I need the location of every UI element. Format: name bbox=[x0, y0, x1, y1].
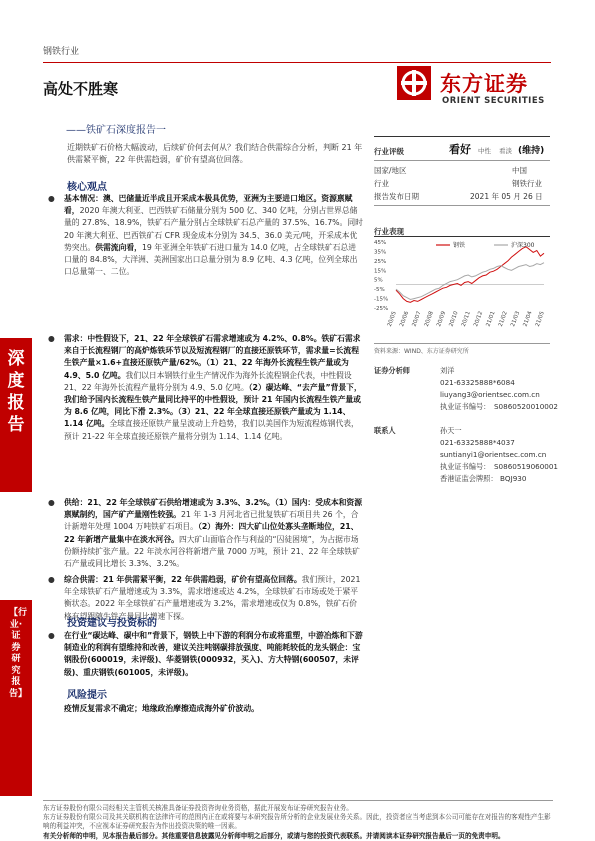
core-point-body: 我们以日本钢铁行业生产情况作为海外长流程钢企代表，中性假设 21、22 年海外长流程产量将分别为 4.9、5.0 亿吨。 bbox=[64, 370, 352, 392]
y-tick-label: 15% bbox=[374, 268, 387, 275]
analyst-cert2: BQJ930 bbox=[500, 474, 527, 483]
core-point-lead: 综合供需：21 年供需紧平衡，22 年供需趋弱，矿价有望高位回落。 bbox=[64, 575, 302, 584]
header-industry: 钢铁行业 bbox=[43, 47, 80, 57]
logo-chinese: 东方证券 bbox=[440, 72, 528, 96]
analyst-role: 证券分析师 bbox=[374, 366, 410, 375]
legend-label: 钢铁 bbox=[453, 242, 466, 249]
bullet-dot: ● bbox=[48, 575, 55, 584]
x-tick-label: 20/10 bbox=[448, 310, 460, 328]
core-point-lead: 供需流向看， bbox=[95, 242, 142, 252]
analyst-role: 联系人 bbox=[374, 426, 396, 435]
y-tick-label: 45% bbox=[374, 240, 387, 246]
rating-key: 行业 bbox=[374, 179, 389, 188]
perf-bottom-rule bbox=[374, 343, 550, 344]
footer-line-2: 东方证券股份有限公司及其关联机构在法律许可的范围内正在或将要与本研究报告所分析的企业发展业务关系。因此，投资者应当考虑到本公司可能存在对报告的客观性产生影响的利益冲突，不应视本证券研究报告为作出投资决策的唯一因素。 bbox=[43, 813, 551, 831]
analyst-block bbox=[374, 365, 559, 483]
core-point-lead: 基本情况：澳、巴储量近半成且开采成本极具优势，亚洲为主要进口地区。资源禀赋看， bbox=[64, 194, 353, 216]
rating-neutral: 中性 bbox=[478, 147, 491, 155]
analyst-email[interactable]: liuyang3@orientsec.com.cn bbox=[440, 390, 540, 399]
bullet-dot: ● bbox=[48, 498, 55, 507]
y-tick-label: -5% bbox=[374, 287, 385, 294]
analyst-phone: 021-63325888*6084 bbox=[440, 378, 515, 387]
core-point-text bbox=[64, 497, 363, 570]
core-point-lead: （2）海外：四大矿山位处寡头垄断地位，21、22 年新增产量集中在淡水河谷。 bbox=[64, 522, 359, 544]
x-tick-label: 21/05 bbox=[534, 310, 546, 328]
perf-rule bbox=[374, 236, 550, 237]
core-point-body: 四大矿山面临合作与利益的“囚徒困境”，为占据市场份额持续扩张产量。22 年淡水河谷将新增产量 7000 万吨，预计 21、22 年全球铁矿石产量或同比增长 3.3%、3.2%。 bbox=[64, 534, 360, 569]
core-point-body: 2020 年澳大利亚、巴西铁矿石储量分别为 500 亿、340 亿吨，分别占世界总储量的 27.8%、18.9%，铁矿石产量分别占全球铁矿石总产量的 37.5%、16.7%。同时 20 年澳大利亚、巴西铁矿石 CFR 现金成本分别为 34.5、36.0 美元/吨，开采成本优势突出。 bbox=[64, 206, 363, 252]
report-subtitle: ——铁矿石深度报告一 bbox=[66, 125, 166, 136]
core-point-body: 全球直接还原铁产量呈波动上升趋势，我们以美国作为短流程炼钢代表，预计 21-22 年全球直接还原铁产量将分别为 1.14、1.14 亿吨。 bbox=[64, 419, 359, 441]
invest-text: 在行业“碳达峰、碳中和”背景下，钢铁上中下游的利润分布或将重塑，中游冶炼和下游制造业的利润有望维持和改善，建议关注吨钢碳排放强度、吨能耗较低的龙头钢企：宝钢股份(600019，未评级)、华菱钢铁(000932，买入)、方大特钢(600507，未评级)、重庆钢铁(601005，未评级)。 bbox=[64, 631, 363, 677]
side-tab-lower-label: 【行业·证券研究报告】 bbox=[9, 608, 28, 699]
bullet-dot: ● bbox=[48, 194, 55, 203]
intro-text: 近期铁矿石价格大幅波动，后续矿价何去何从？我们结合供需综合分析，判断 21 年供需紧平衡，22 年供需趋弱，矿价有望高位回落。 bbox=[67, 143, 363, 164]
rating-val: 钢铁行业 bbox=[512, 179, 542, 188]
y-tick-label: 5% bbox=[374, 277, 383, 284]
logo-mark bbox=[397, 66, 431, 100]
analyst-name: 刘洋 bbox=[440, 366, 455, 375]
core-point-body: 我们预计，2021 年全球铁矿石产量增速或为 3.3%，需求增速或达 4.2%，全球铁矿石市场或处于紧平衡状态。2022 年全球铁矿石产量增速或为 3.2%，需求增速或仅为 0.8%，铁矿石价格有望跟随生铁产量同比增速下探。 bbox=[64, 575, 361, 621]
core-point-lead: 供给：21、22 年全球铁矿石供给增速或为 3.3%、3.2%。（1）国内：受成本和资源禀赋制约，国产矿产量刚性较强。 bbox=[64, 498, 363, 520]
rating-key: 报告发布日期 bbox=[374, 192, 419, 201]
x-tick-label: 20/12 bbox=[473, 310, 485, 328]
core-point-body: 21 年 1-3 月河北省已批复铁矿石项目共 26 个，合计新增年处理 1004 万吨铁矿石项目。 bbox=[64, 510, 359, 532]
x-tick-label: 20/11 bbox=[460, 310, 472, 328]
x-tick-label: 20/07 bbox=[411, 310, 423, 328]
footer-rule bbox=[43, 800, 553, 801]
header-divider bbox=[43, 62, 551, 63]
bullet-dot: ● bbox=[48, 631, 55, 640]
core-point-body: 19 年亚洲全年铁矿石进口量为 14.0 亿吨，占全球铁矿石总进口量的 84.8%，大洋洲、美洲国家出口总量分别为 8.9 亿吨、4.3 亿吨，位列全球出口总量第一、二位。 bbox=[64, 242, 358, 277]
subtitle-dash bbox=[43, 120, 65, 121]
analyst-cert2-label: 香港证监会牌照： bbox=[440, 474, 498, 483]
y-tick-label: -25% bbox=[374, 306, 389, 312]
core-point-text bbox=[64, 333, 363, 443]
y-tick-label: 35% bbox=[374, 249, 387, 256]
rating-top-rule bbox=[374, 136, 550, 137]
logo-english: ORIENT SECURITIES bbox=[442, 96, 545, 106]
x-tick-label: 21/03 bbox=[510, 310, 522, 328]
report-title: 高处不胜寒 bbox=[43, 80, 119, 98]
rating-value: 看好 bbox=[449, 143, 471, 156]
performance-chart bbox=[374, 238, 552, 340]
perf-heading: 行业表现 bbox=[374, 227, 404, 236]
series-line bbox=[396, 247, 544, 303]
analyst-email[interactable]: suntianyi1@orientsec.com.cn bbox=[440, 450, 547, 459]
x-tick-label: 20/08 bbox=[423, 310, 435, 328]
core-heading: 核心观点 bbox=[67, 182, 107, 193]
risk-heading: 风险提示 bbox=[67, 690, 107, 701]
analyst-cert-label: 执业证书编号： bbox=[440, 402, 491, 411]
analyst-name: 孙天一 bbox=[440, 426, 462, 435]
legend-label: 沪深300 bbox=[511, 242, 535, 249]
footer-line-1: 东方证券股份有限公司经相关主管机关核准具备证券投资咨询业务资格，据此开展发布证券研究报告业务。 bbox=[43, 804, 353, 812]
series-line bbox=[396, 263, 544, 300]
x-tick-label: 20/06 bbox=[399, 310, 411, 328]
risk-text: 疫情反复需求不确定；地缘政治摩擦造成海外矿价波动。 bbox=[64, 704, 259, 713]
rating-negative: 看淡 bbox=[499, 147, 512, 155]
analyst-cert: S0860520010002 bbox=[494, 402, 559, 411]
logo-icon bbox=[397, 66, 431, 100]
analyst-phone: 021-63325888*4037 bbox=[440, 438, 515, 447]
rating-label: 行业评级 bbox=[374, 147, 404, 156]
core-point-text bbox=[64, 193, 363, 278]
side-tab-label: 深度报告 bbox=[7, 349, 25, 435]
core-point-lead: （2）碳达峰、“去产量”背景下，我们给予国内长流程生铁产量同比持平的中性假设，预计 21 年国内长流程生铁产量或为 8.6 亿吨，同比下滑 2.3%。（3）21、22 年全球直接还原铁产量或为 1.14、1.14 亿吨。 bbox=[64, 382, 362, 429]
perf-source: 资料来源：WIND、东方证券研究所 bbox=[374, 348, 469, 355]
rating-rule bbox=[374, 160, 550, 161]
analyst-cert: S0860519060001 bbox=[494, 462, 559, 471]
core-point-lead: 需求：中性假设下，21、22 年全球铁矿石需求增速或为 4.2%、0.8%。铁矿石需求来自于长流程钢厂的高炉炼铁环节以及短流程钢厂的直接还原铁环节，需求量=长流程生铁产量×1.6+直接还原铁产量/62%。（1）21、22 年海外长流程生铁产量或为 4.9、5.0 亿吨。 bbox=[64, 334, 361, 380]
x-tick-label: 20/09 bbox=[436, 310, 448, 328]
bullet-dot: ● bbox=[48, 334, 55, 343]
rating-bottom-rule bbox=[374, 205, 550, 206]
x-tick-label: 21/01 bbox=[485, 310, 497, 328]
analyst-cert-label: 执业证书编号： bbox=[440, 462, 491, 471]
rating-val: 中国 bbox=[512, 166, 527, 175]
invest-heading: 投资建议与投资标的 bbox=[67, 618, 157, 629]
rating-val: 2021 年 05 月 26 日 bbox=[470, 192, 543, 201]
rating-status: (维持) bbox=[518, 146, 545, 156]
x-tick-label: 21/02 bbox=[497, 310, 509, 328]
y-tick-label: -15% bbox=[374, 296, 389, 303]
rating-key: 国家/地区 bbox=[374, 166, 407, 175]
x-tick-label: 20/05 bbox=[386, 310, 398, 328]
y-tick-label: 25% bbox=[374, 258, 387, 265]
x-tick-label: 21/04 bbox=[522, 310, 534, 328]
footer-line-3: 有关分析师的申明，见本报告最后部分。其他重要信息披露见分析师申明之后部分，或请与您的投资代表联系。并请阅读本证券研究报告最后一页的免责申明。 bbox=[43, 832, 505, 840]
